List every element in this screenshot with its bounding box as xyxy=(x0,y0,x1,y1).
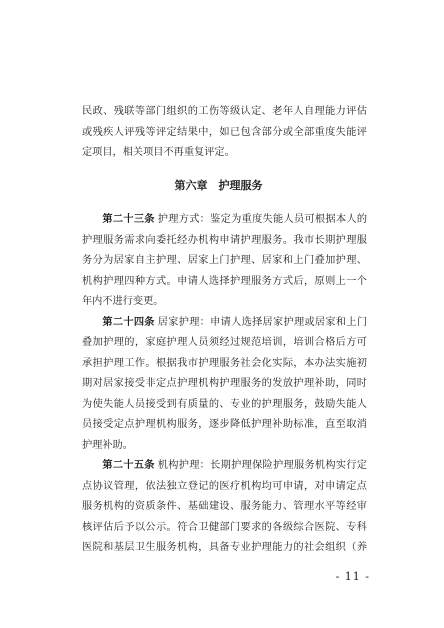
article-line: 叠加护理的，家庭护理人员须经过规范培训，培训合格后方可 xyxy=(82,337,367,348)
chapter-heading: 第六章 护理服务 xyxy=(174,179,263,192)
article-text: 居家护理：申请人选择居家护理或居家和上门 xyxy=(157,316,368,328)
article-line: 点协议管理，依法独立登记的医疗机构均可申请，对申请定点 xyxy=(82,480,367,492)
paragraph-line: 定项目，相关项目不再重复评定。 xyxy=(82,147,235,158)
article-first-line xyxy=(82,313,367,334)
article-line: 为使失能人员接受到有质量的、专业的护理服务，鼓励失能人 xyxy=(82,398,367,410)
article-24 xyxy=(82,313,367,457)
article-line: 年内不进行变更。 xyxy=(82,296,164,307)
article-23 xyxy=(82,210,367,313)
article-line: 护理服务需求向委托经办机构申请护理服务。我市长期护理服 xyxy=(82,234,367,246)
paragraph-line: 或残疾人评残等评定结果中，如已包含部分或全部重度失能评 xyxy=(82,126,367,138)
article-line: 医院和基层卫生服务机构，具备专业护理能力的社会组织（养 xyxy=(82,542,367,553)
article-line: 员接受定点护理机构服务，逐步降低护理补助标准，直至取消 xyxy=(82,419,367,430)
article-text: 护理方式：鉴定为重度失能人员可根据本人的 xyxy=(157,214,368,225)
article-line: 核评估后予以公示。符合卫健部门要求的各级综合医院、专科 xyxy=(82,521,367,533)
article-line: 承担护理工作。根据我市护理服务社会化实际，本办法实施初 xyxy=(82,357,367,369)
article-line: 务分为居家自主护理、居家上门护理、居家和上门叠加护理、 xyxy=(82,255,367,266)
article-number: 第二十三条 xyxy=(102,214,155,225)
intro-paragraph xyxy=(82,102,367,164)
article-line: 机构护理四种方式。申请人选择护理服务方式后，原则上一个 xyxy=(82,275,367,287)
article-line: 期对居家接受非定点护理机构护理服务的发放护理补助，同时 xyxy=(82,378,367,389)
article-number: 第二十五条 xyxy=(102,460,155,471)
article-line: 护理补助。 xyxy=(82,439,133,451)
article-25 xyxy=(82,456,367,559)
article-text: 机构护理：长期护理保险护理服务机构实行定 xyxy=(157,460,368,471)
paragraph-line: 民政、残联等部门组织的工伤等级认定、老年人自理能力评估 xyxy=(82,106,367,117)
article-first-line xyxy=(82,456,367,477)
page-number: - 11 - xyxy=(335,570,370,583)
article-first-line xyxy=(82,210,367,231)
article-number: 第二十四条 xyxy=(102,316,155,328)
article-line: 服务机构的资质条件、基础建设、服务能力、管理水平等经审 xyxy=(82,501,367,512)
articles xyxy=(82,210,367,559)
